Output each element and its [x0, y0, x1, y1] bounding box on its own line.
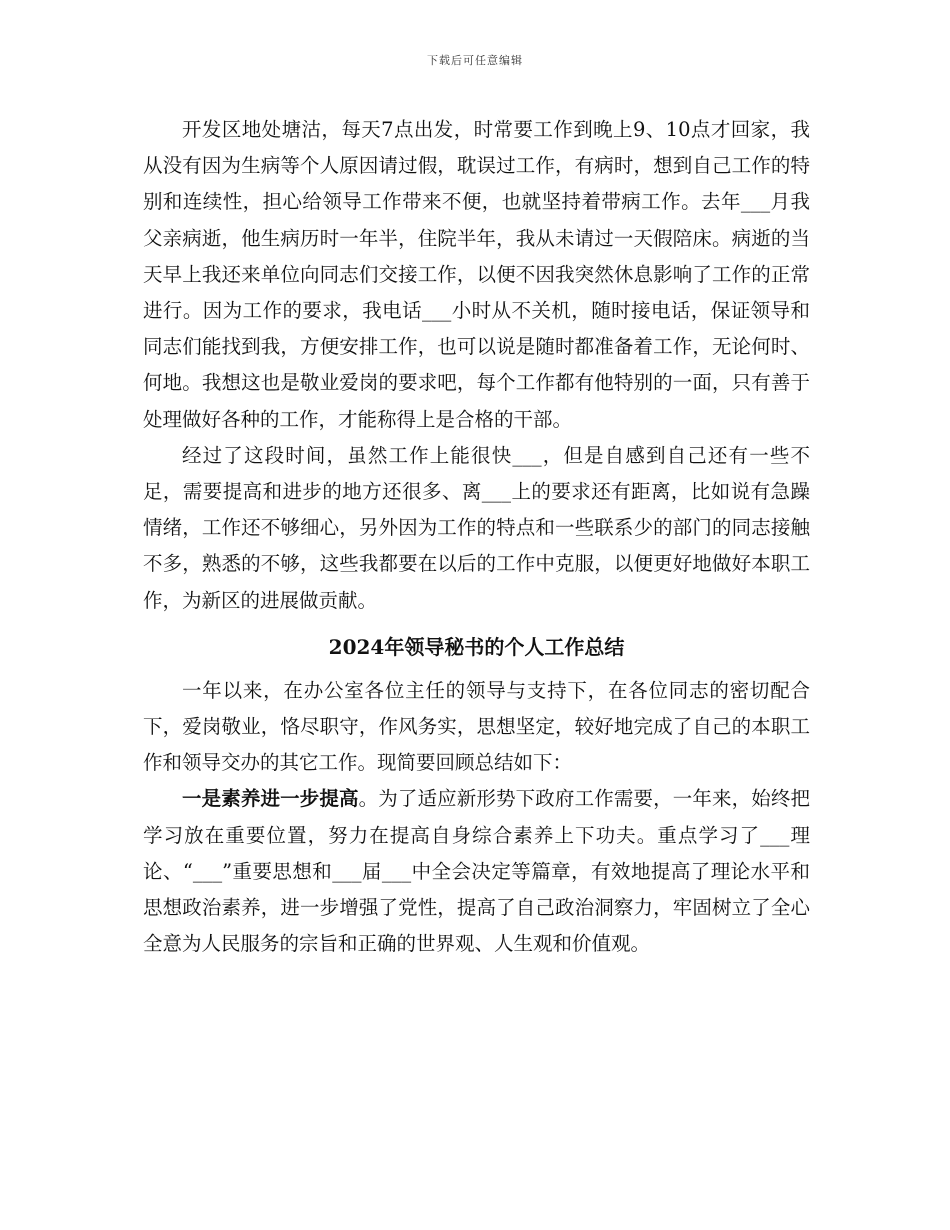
paragraph-point-one [143, 781, 810, 962]
paragraph-intro: 一年以来，在办公室各位主任的领导与支持下，在各位同志的密切配合下，爱岗敬业，恪尽职守，作风务实，思想坚定，较好地完成了自己的本职工作和领导交办的其它工作。现简要回顾总结如下： [143, 678, 810, 775]
page-header: 下载后可任意编辑 [427, 54, 523, 67]
paragraph-shortcomings: 经过了这段时间，虽然工作上能很快___，但是自感到自己还有一些不足，需要提高和进步的地方还很多、离___上的要求还有距离，比如说有急躁情绪，工作还不够细心，另外因为工作的特点和一些联系少的部门的同志接触不多，熟悉的不够，这些我都要在以后的工作中克服，以便更好地做好本职工作，为新区的进展做贡献。 [143, 443, 810, 612]
paragraph-work-dedication: 开发区地处塘沽，每天7点出发，时常要工作到晚上9、10点才回家，我从没有因为生病等个人原因请过假，耽误过工作，有病时，想到自己工作的特别和连续性，担心给领导工作带来不便，也就坚持着带病工作。去年___月我父亲病逝，他生病历时一年半，住院半年，我从未请过一天假陪床。病逝的当天早上我还来单位向同志们交接工作，以便不因我突然休息影响了工作的正常进行。因为工作的要求，我电话___小时从不关机，随时接电话，保证领导和同志们能找到我，方便安排工作，也可以说是随时都准备着工作，无论何时、何地。我想这也是敬业爱岗的要求吧，每个工作都有他特别的一面，只有善于处理做好各种的工作，才能称得上是合格的干部。 [143, 118, 810, 431]
section-title: 2024年领导秘书的个人工作总结 [328, 634, 625, 659]
point-one-heading: 一是素养进一步提高 [182, 787, 359, 811]
point-one-body: 。为了适应新形势下政府工作需要，一年来，始终把学习放在重要位置，努力在提高自身综合素养上下功夫。重点学习了___理论、“___”重要思想和___届___中全会决定等篇章，有效地提高了理论水平和思想政治素养，进一步增强了党性，提高了自己政治洞察力，牢固树立了全心全意为人民服务的宗旨和正确的世界观、人生观和价值观。 [143, 787, 810, 956]
document-body [143, 112, 810, 962]
